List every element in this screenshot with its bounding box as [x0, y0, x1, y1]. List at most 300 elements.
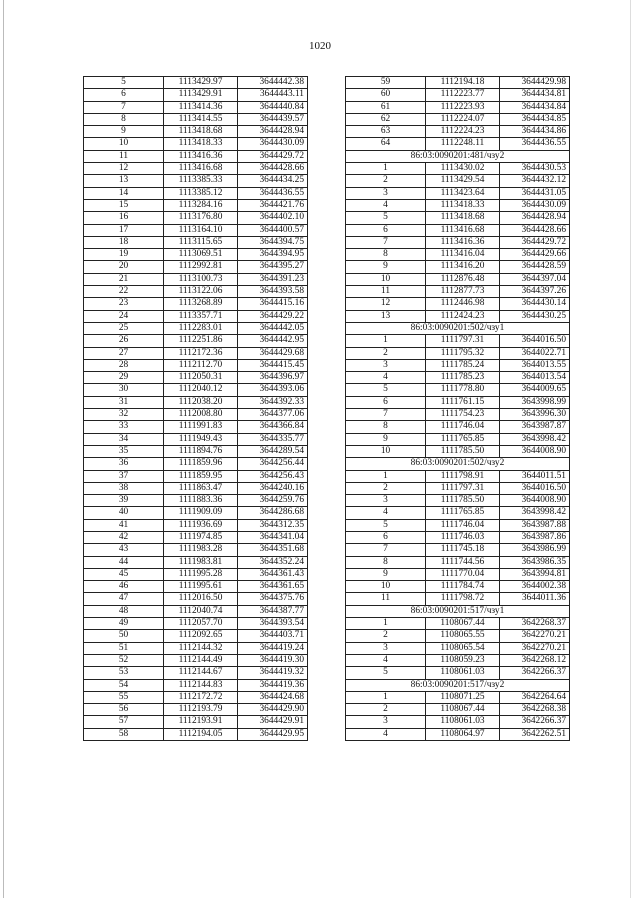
- table-row: [346, 163, 570, 175]
- point-number: 4: [346, 654, 426, 666]
- point-number: 16: [84, 212, 164, 224]
- coord-y: 3644375.76: [238, 593, 308, 605]
- table-row: [84, 458, 308, 470]
- coord-y: 3644352.24: [238, 556, 308, 568]
- coord-x: 1113385.12: [164, 187, 238, 199]
- coord-y: 3644440.84: [238, 101, 308, 113]
- coord-y: 3642270.21: [500, 642, 570, 654]
- coord-y: 3644008.90: [500, 495, 570, 507]
- table-row: [346, 175, 570, 187]
- point-number: 20: [84, 261, 164, 273]
- point-number: 29: [84, 372, 164, 384]
- table-row: [84, 531, 308, 543]
- table-row: [346, 396, 570, 408]
- point-number: 1: [346, 691, 426, 703]
- coord-x: 1113418.68: [426, 212, 500, 224]
- table-row: [346, 593, 570, 605]
- coord-y: 3643986.99: [500, 544, 570, 556]
- coord-x: 1112057.70: [164, 618, 238, 630]
- point-number: 37: [84, 470, 164, 482]
- coord-y: 3644429.98: [500, 77, 570, 89]
- coord-y: 3643987.88: [500, 519, 570, 531]
- coord-x: 1111754.23: [426, 409, 500, 421]
- coord-x: 1111798.91: [426, 470, 500, 482]
- point-number: 11: [84, 150, 164, 162]
- coord-x: 1113284.16: [164, 199, 238, 211]
- coord-x: 1112992.81: [164, 261, 238, 273]
- coord-y: 3644442.95: [238, 335, 308, 347]
- table-row: [346, 113, 570, 125]
- coord-y: 3644439.57: [238, 113, 308, 125]
- coord-y: 3644415.45: [238, 359, 308, 371]
- coord-y: 3644430.53: [500, 163, 570, 175]
- table-row: [84, 654, 308, 666]
- table-row: [346, 359, 570, 371]
- coord-x: 1111745.18: [426, 544, 500, 556]
- coord-x: 1113414.36: [164, 101, 238, 113]
- coord-y: 3644403.71: [238, 630, 308, 642]
- coord-y: 3644430.09: [500, 199, 570, 211]
- coord-x: 1111991.83: [164, 421, 238, 433]
- coord-x: 1111797.31: [426, 482, 500, 494]
- point-number: 33: [84, 421, 164, 433]
- point-number: 45: [84, 568, 164, 580]
- coord-y: 3644402.10: [238, 212, 308, 224]
- table-row: [346, 642, 570, 654]
- point-number: 10: [346, 581, 426, 593]
- point-number: 40: [84, 507, 164, 519]
- coord-y: 3644415.16: [238, 298, 308, 310]
- table-row: [346, 568, 570, 580]
- coord-x: 1113429.91: [164, 89, 238, 101]
- point-number: 55: [84, 691, 164, 703]
- point-number: 1: [346, 618, 426, 630]
- table-row: [346, 445, 570, 457]
- table-row: [346, 199, 570, 211]
- point-number: 54: [84, 679, 164, 691]
- coord-x: 1112092.65: [164, 630, 238, 642]
- coord-y: 3644434.86: [500, 126, 570, 138]
- coord-x: 1113418.33: [426, 199, 500, 211]
- point-number: 4: [346, 372, 426, 384]
- table-row: [84, 704, 308, 716]
- table-row: [84, 212, 308, 224]
- coord-x: 1111949.43: [164, 433, 238, 445]
- point-number: 3: [346, 716, 426, 728]
- point-number: 14: [84, 187, 164, 199]
- coord-x: 1112194.18: [426, 77, 500, 89]
- point-number: 5: [346, 519, 426, 531]
- coord-y: 3644434.85: [500, 113, 570, 125]
- coord-x: 1113429.54: [426, 175, 500, 187]
- coord-x: 1112224.23: [426, 126, 500, 138]
- coord-y: 3644256.44: [238, 458, 308, 470]
- table-row: [346, 101, 570, 113]
- coord-x: 1111744.56: [426, 556, 500, 568]
- table-row: [346, 224, 570, 236]
- point-number: 3: [346, 359, 426, 371]
- coord-x: 1113416.68: [164, 163, 238, 175]
- coord-x: 1111785.24: [426, 359, 500, 371]
- coord-x: 1112040.74: [164, 605, 238, 617]
- table-row: [84, 359, 308, 371]
- table-row: [346, 409, 570, 421]
- coord-y: 3644428.59: [500, 261, 570, 273]
- table-row: [84, 101, 308, 113]
- coord-y: 3644429.91: [238, 716, 308, 728]
- table-row: [84, 384, 308, 396]
- table-row: [346, 691, 570, 703]
- coord-x: 1111983.81: [164, 556, 238, 568]
- point-number: 6: [346, 531, 426, 543]
- point-number: 4: [346, 507, 426, 519]
- coord-x: 1111795.32: [426, 347, 500, 359]
- point-number: 30: [84, 384, 164, 396]
- coord-y: 3644377.06: [238, 409, 308, 421]
- table-row: [84, 187, 308, 199]
- table-row: [346, 286, 570, 298]
- coord-x: 1112144.83: [164, 679, 238, 691]
- point-number: 51: [84, 642, 164, 654]
- coord-y: 3644013.54: [500, 372, 570, 384]
- table-row: [84, 568, 308, 580]
- coord-x: 1112016.50: [164, 593, 238, 605]
- table-row: [346, 261, 570, 273]
- coord-y: 3644430.25: [500, 310, 570, 322]
- coord-x: 1112050.31: [164, 372, 238, 384]
- table-row: [346, 581, 570, 593]
- point-number: 3: [346, 495, 426, 507]
- table-row: [84, 470, 308, 482]
- table-row: [84, 495, 308, 507]
- table-row: [84, 716, 308, 728]
- table-row: [346, 249, 570, 261]
- table-row: [84, 322, 308, 334]
- point-number: 52: [84, 654, 164, 666]
- point-number: 25: [84, 322, 164, 334]
- point-number: 60: [346, 89, 426, 101]
- coord-x: 1112223.77: [426, 89, 500, 101]
- table-row: [84, 126, 308, 138]
- coord-y: 3644400.57: [238, 224, 308, 236]
- coord-y: 3644429.95: [238, 728, 308, 740]
- coord-y: 3644394.95: [238, 249, 308, 261]
- table-row: [84, 175, 308, 187]
- coord-x: 1108067.44: [426, 704, 500, 716]
- coord-x: 1108061.03: [426, 667, 500, 679]
- coord-x: 1112144.49: [164, 654, 238, 666]
- coord-x: 1111746.04: [426, 421, 500, 433]
- scan-edge-right: [630, 0, 631, 898]
- point-number: 32: [84, 409, 164, 421]
- point-number: 8: [346, 556, 426, 568]
- table-row: [84, 298, 308, 310]
- point-number: 28: [84, 359, 164, 371]
- coord-x: 1111765.85: [426, 507, 500, 519]
- coord-x: 1111995.61: [164, 581, 238, 593]
- coord-x: 1108065.54: [426, 642, 500, 654]
- point-number: 4: [346, 199, 426, 211]
- table-row: [84, 421, 308, 433]
- coord-x: 1112038.20: [164, 396, 238, 408]
- point-number: 21: [84, 273, 164, 285]
- coord-y: 3644016.50: [500, 482, 570, 494]
- point-number: 6: [84, 89, 164, 101]
- table-row: [346, 372, 570, 384]
- coord-y: 3644335.77: [238, 433, 308, 445]
- table-row: [346, 618, 570, 630]
- point-number: 63: [346, 126, 426, 138]
- table-row: [84, 433, 308, 445]
- coord-y: 3644013.55: [500, 359, 570, 371]
- table-row: [84, 310, 308, 322]
- coord-y: 3644429.72: [238, 150, 308, 162]
- table-row: [346, 421, 570, 433]
- coord-x: 1112193.79: [164, 704, 238, 716]
- coord-y: 3644429.66: [500, 249, 570, 261]
- table-row: [84, 163, 308, 175]
- coord-y: 3644240.16: [238, 482, 308, 494]
- point-number: 3: [346, 187, 426, 199]
- coord-x: 1113418.33: [164, 138, 238, 150]
- point-number: 47: [84, 593, 164, 605]
- coord-y: 3644428.94: [238, 126, 308, 138]
- table-row: [84, 605, 308, 617]
- coord-y: 3644428.94: [500, 212, 570, 224]
- coord-y: 3644391.23: [238, 273, 308, 285]
- coord-x: 1113416.20: [426, 261, 500, 273]
- table-row: [346, 654, 570, 666]
- point-number: 8: [346, 249, 426, 261]
- point-number: 42: [84, 531, 164, 543]
- point-number: 8: [346, 421, 426, 433]
- coord-x: 1113416.04: [426, 249, 500, 261]
- coord-y: 3644009.65: [500, 384, 570, 396]
- coord-x: 1112224.07: [426, 113, 500, 125]
- point-number: 9: [346, 433, 426, 445]
- coord-y: 3644396.97: [238, 372, 308, 384]
- coord-x: 1111798.72: [426, 593, 500, 605]
- coord-y: 3644434.25: [238, 175, 308, 187]
- table-row: [346, 236, 570, 248]
- coord-y: 3644361.65: [238, 581, 308, 593]
- section-header-row: [346, 605, 570, 617]
- coord-x: 1112248.11: [426, 138, 500, 150]
- coord-y: 3644011.51: [500, 470, 570, 482]
- coord-x: 1108064.97: [426, 728, 500, 740]
- table-row: [346, 77, 570, 89]
- parcel-id: 86:03:0090201:481/чзу2: [346, 150, 570, 162]
- table-row: [84, 273, 308, 285]
- point-number: 2: [346, 175, 426, 187]
- point-number: 59: [346, 77, 426, 89]
- coord-x: 1113122.06: [164, 286, 238, 298]
- table-row: [84, 630, 308, 642]
- table-row: [84, 286, 308, 298]
- coord-x: 1108061.03: [426, 716, 500, 728]
- coord-y: 3644351.68: [238, 544, 308, 556]
- point-number: 38: [84, 482, 164, 494]
- table-row: [84, 347, 308, 359]
- coord-y: 3644361.43: [238, 568, 308, 580]
- point-number: 9: [346, 568, 426, 580]
- table-row: [346, 704, 570, 716]
- coord-x: 1111883.36: [164, 495, 238, 507]
- coord-y: 3642264.64: [500, 691, 570, 703]
- table-row: [346, 630, 570, 642]
- coord-x: 1111995.28: [164, 568, 238, 580]
- coord-y: 3644430.14: [500, 298, 570, 310]
- point-number: 12: [346, 298, 426, 310]
- point-number: 49: [84, 618, 164, 630]
- table-row: [346, 482, 570, 494]
- point-number: 12: [84, 163, 164, 175]
- coord-x: 1112446.98: [426, 298, 500, 310]
- section-header-row: [346, 458, 570, 470]
- table-row: [346, 531, 570, 543]
- coord-x: 1112877.73: [426, 286, 500, 298]
- point-number: 31: [84, 396, 164, 408]
- point-number: 44: [84, 556, 164, 568]
- table-row: [346, 298, 570, 310]
- coord-x: 1112876.48: [426, 273, 500, 285]
- table-row: [84, 113, 308, 125]
- point-number: 35: [84, 445, 164, 457]
- table-row: [346, 347, 570, 359]
- point-number: 8: [84, 113, 164, 125]
- table-row: [84, 618, 308, 630]
- coord-x: 1111746.04: [426, 519, 500, 531]
- point-number: 10: [346, 445, 426, 457]
- coord-x: 1113069.51: [164, 249, 238, 261]
- table-row: [84, 261, 308, 273]
- coord-y: 3644286.68: [238, 507, 308, 519]
- table-row: [84, 482, 308, 494]
- coord-x: 1113416.68: [426, 224, 500, 236]
- coord-x: 1111859.96: [164, 458, 238, 470]
- coord-x: 1112283.01: [164, 322, 238, 334]
- coord-x: 1111974.85: [164, 531, 238, 543]
- coord-y: 3644397.26: [500, 286, 570, 298]
- coord-y: 3643998.99: [500, 396, 570, 408]
- coord-y: 3644393.06: [238, 384, 308, 396]
- coord-y: 3644011.36: [500, 593, 570, 605]
- coord-x: 1113416.36: [426, 236, 500, 248]
- table-row: [346, 310, 570, 322]
- coord-x: 1112144.67: [164, 667, 238, 679]
- point-number: 1: [346, 470, 426, 482]
- table-row: [84, 335, 308, 347]
- coord-x: 1113418.68: [164, 126, 238, 138]
- coord-y: 3644393.54: [238, 618, 308, 630]
- point-number: 6: [346, 396, 426, 408]
- table-row: [84, 150, 308, 162]
- coord-x: 1113164.10: [164, 224, 238, 236]
- coord-y: 3643986.35: [500, 556, 570, 568]
- coord-x: 1112040.12: [164, 384, 238, 396]
- coord-y: 3644432.12: [500, 175, 570, 187]
- table-row: [346, 335, 570, 347]
- coord-y: 3644312.35: [238, 519, 308, 531]
- point-number: 15: [84, 199, 164, 211]
- point-number: 11: [346, 286, 426, 298]
- coord-y: 3644436.55: [238, 187, 308, 199]
- coord-y: 3642268.38: [500, 704, 570, 716]
- coord-x: 1112251.86: [164, 335, 238, 347]
- point-number: 1: [346, 163, 426, 175]
- table-row: [346, 212, 570, 224]
- point-number: 4: [346, 728, 426, 740]
- point-number: 7: [346, 544, 426, 556]
- coord-y: 3644259.76: [238, 495, 308, 507]
- table-row: [84, 445, 308, 457]
- coord-y: 3644442.38: [238, 77, 308, 89]
- point-number: 10: [84, 138, 164, 150]
- table-row: [84, 581, 308, 593]
- coord-y: 3644428.66: [238, 163, 308, 175]
- coord-x: 1112194.05: [164, 728, 238, 740]
- coord-y: 3644430.09: [238, 138, 308, 150]
- point-number: 2: [346, 482, 426, 494]
- coord-y: 3644008.90: [500, 445, 570, 457]
- table-row: [84, 249, 308, 261]
- coord-y: 3644016.50: [500, 335, 570, 347]
- table-row: [346, 89, 570, 101]
- coord-y: 3644429.68: [238, 347, 308, 359]
- coord-y: 3644442.05: [238, 322, 308, 334]
- coord-x: 1111770.04: [426, 568, 500, 580]
- point-number: 11: [346, 593, 426, 605]
- point-number: 27: [84, 347, 164, 359]
- coord-x: 1111797.31: [426, 335, 500, 347]
- table-row: [84, 728, 308, 740]
- point-number: 6: [346, 224, 426, 236]
- point-number: 23: [84, 298, 164, 310]
- point-number: 41: [84, 519, 164, 531]
- table-row: [84, 199, 308, 211]
- coord-y: 3644366.84: [238, 421, 308, 433]
- coordinates-table-right: [345, 76, 570, 741]
- coord-x: 1111785.50: [426, 445, 500, 457]
- coord-y: 3644443.11: [238, 89, 308, 101]
- coord-x: 1112112.70: [164, 359, 238, 371]
- point-number: 43: [84, 544, 164, 556]
- coord-y: 3644434.81: [500, 89, 570, 101]
- point-number: 62: [346, 113, 426, 125]
- section-header-row: [346, 322, 570, 334]
- coord-x: 1113423.64: [426, 187, 500, 199]
- point-number: 5: [346, 384, 426, 396]
- coord-x: 1113416.36: [164, 150, 238, 162]
- coord-x: 1113385.33: [164, 175, 238, 187]
- coord-y: 3644428.66: [500, 224, 570, 236]
- coord-x: 1111859.95: [164, 470, 238, 482]
- table-row: [84, 519, 308, 531]
- table-row: [84, 667, 308, 679]
- coord-x: 1112223.93: [426, 101, 500, 113]
- coord-x: 1111778.80: [426, 384, 500, 396]
- table-row: [84, 691, 308, 703]
- table-row: [346, 433, 570, 445]
- coord-y: 3644394.75: [238, 236, 308, 248]
- coord-x: 1111909.09: [164, 507, 238, 519]
- coord-x: 1111785.23: [426, 372, 500, 384]
- coord-y: 3643996.30: [500, 409, 570, 421]
- coord-x: 1113176.80: [164, 212, 238, 224]
- coord-x: 1111785.50: [426, 495, 500, 507]
- coord-y: 3644419.24: [238, 642, 308, 654]
- coord-y: 3644431.05: [500, 187, 570, 199]
